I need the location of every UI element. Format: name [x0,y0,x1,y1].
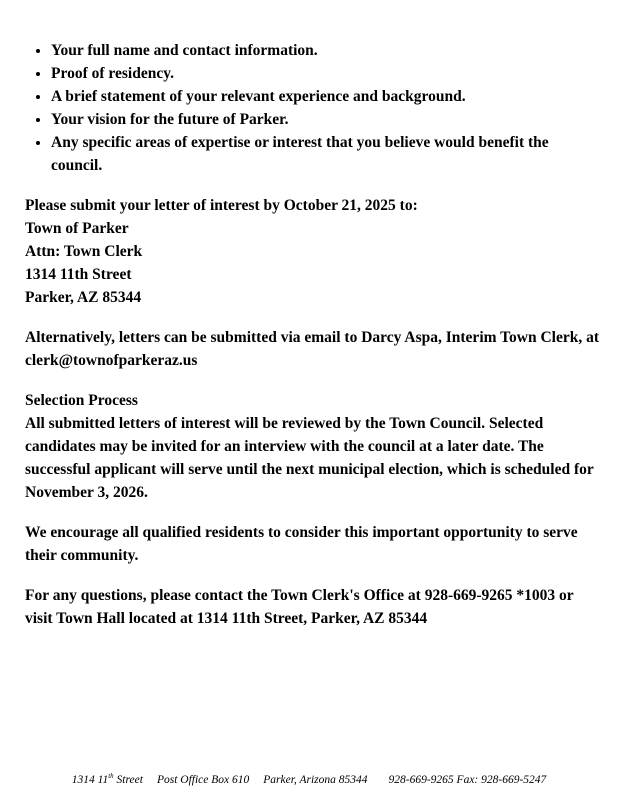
list-item: • Any specific areas of expertise or interest that you believe would benefit the council. [51,131,600,177]
footer-street-name: Street [113,773,143,786]
submit-intro: Please submit your letter of interest by October 21, 2025 to: [25,197,418,214]
letterhead-footer [0,772,618,786]
footer-street [72,774,143,786]
address-line: Parker, AZ 85344 [25,289,142,306]
requirements-list [25,39,600,177]
list-item: • Your vision for the future of Parker. [51,108,600,131]
footer-street-suffix: th [108,772,114,780]
list-item: • A brief statement of your relevant experience and background. [51,85,600,108]
questions-paragraph: For any questions, please contact the Town Clerk's Office at 928-669-9265 *1003 or visit Town Hall located at 1314 11th Street, Parker, AZ 85344 [25,587,574,627]
selection-body: All submitted letters of interest will be reviewed by the Town Council. Selected candidates may be invited for an interview with the council at a later date. The successful applicant will serve until the next municipal election, which is scheduled for November 3, 2026. [25,415,594,501]
footer-po-box: Post Office Box 610 [156,773,250,786]
address-line: Attn: Town Clerk [25,243,143,260]
footer-phones: 928-669-9265 Fax: 928-669-5247 [388,773,547,786]
selection-heading: Selection Process [25,392,138,409]
encourage-paragraph: We encourage all qualified residents to consider this important opportunity to serve their community. [25,524,578,564]
email-paragraph: Alternatively, letters can be submitted via email to Darcy Aspa, Interim Town Clerk, at clerk@townofparkeraz.us [25,329,600,369]
list-item: • Proof of residency. [51,62,600,85]
letter-body [25,39,600,630]
footer-street-number: 1314 11 [71,773,109,786]
footer-city: Parker, Arizona 85344 [263,773,368,786]
address-line: Town of Parker [25,220,129,237]
address-line: 1314 11th Street [25,266,132,283]
list-item: • Your full name and contact information. [51,39,600,62]
